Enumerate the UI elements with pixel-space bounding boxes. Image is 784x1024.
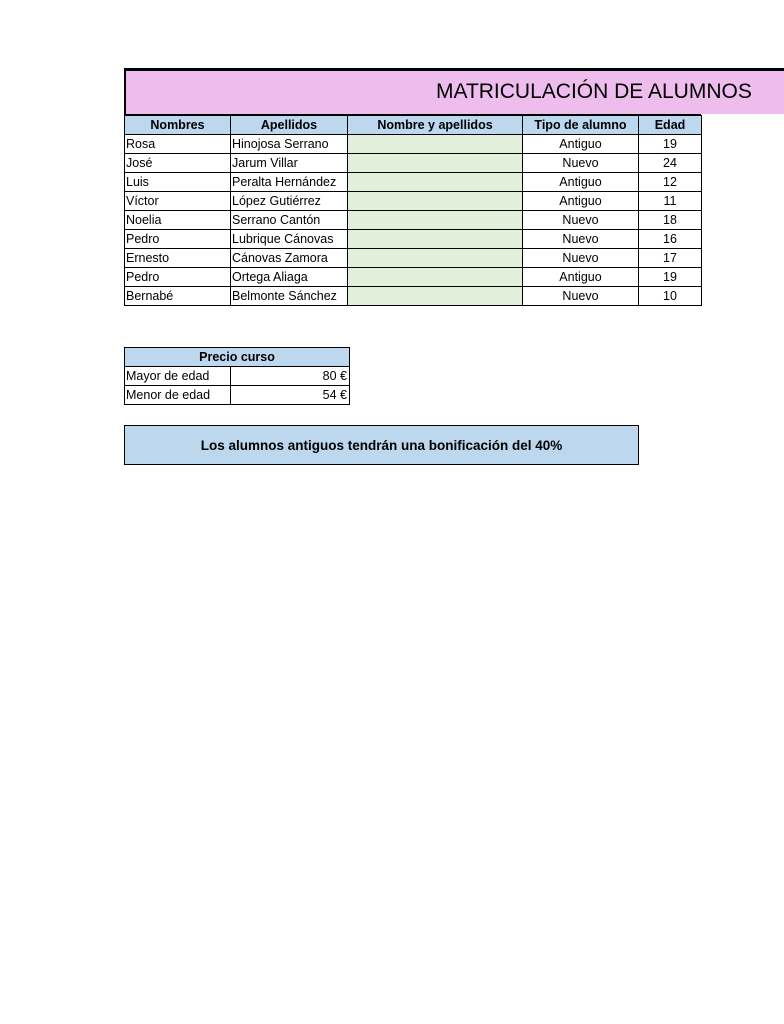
cell-nombre-completo[interactable] (348, 192, 523, 211)
students-header-row (125, 116, 702, 135)
cell-tipo[interactable]: Nuevo (523, 287, 639, 306)
cell-tipo[interactable]: Nuevo (523, 154, 639, 173)
students-table (124, 115, 702, 306)
cell-tipo[interactable]: Antiguo (523, 268, 639, 287)
cell-apellidos[interactable]: Lubrique Cánovas (231, 230, 348, 249)
price-table (124, 347, 350, 405)
cell-tipo[interactable]: Nuevo (523, 249, 639, 268)
cell-edad[interactable]: 16 (639, 230, 702, 249)
cell-apellidos[interactable]: Serrano Cantón (231, 211, 348, 230)
price-value[interactable]: 80 € (231, 367, 350, 386)
cell-nombre[interactable]: Pedro (125, 230, 231, 249)
cell-edad[interactable]: 24 (639, 154, 702, 173)
cell-nombre[interactable]: Rosa (125, 135, 231, 154)
cell-tipo[interactable]: Nuevo (523, 230, 639, 249)
header-nombres[interactable]: Nombres (125, 116, 231, 135)
price-label[interactable]: Menor de edad (125, 386, 231, 405)
cell-nombre-completo[interactable] (348, 287, 523, 306)
cell-nombre[interactable]: José (125, 154, 231, 173)
header-apellidos[interactable]: Apellidos (231, 116, 348, 135)
cell-tipo[interactable]: Nuevo (523, 211, 639, 230)
cell-apellidos[interactable]: Jarum Villar (231, 154, 348, 173)
cell-tipo[interactable]: Antiguo (523, 173, 639, 192)
price-value[interactable]: 54 € (231, 386, 350, 405)
cell-edad[interactable]: 19 (639, 268, 702, 287)
cell-nombre-completo[interactable] (348, 211, 523, 230)
cell-nombre[interactable]: Noelia (125, 211, 231, 230)
bonus-note[interactable]: Los alumnos antiguos tendrán una bonificación del 40% (124, 425, 639, 465)
cell-apellidos[interactable]: Peralta Hernández (231, 173, 348, 192)
cell-apellidos[interactable]: Belmonte Sánchez (231, 287, 348, 306)
table-row (125, 211, 702, 230)
table-row (125, 268, 702, 287)
cell-nombre[interactable]: Víctor (125, 192, 231, 211)
table-row (125, 173, 702, 192)
cell-edad[interactable]: 19 (639, 135, 702, 154)
cell-nombre-completo[interactable] (348, 249, 523, 268)
table-row (125, 154, 702, 173)
sheet-title: MATRICULACIÓN DE ALUMNOS (436, 80, 752, 103)
cell-apellidos[interactable]: Ortega Aliaga (231, 268, 348, 287)
table-row (125, 249, 702, 268)
cell-edad[interactable]: 18 (639, 211, 702, 230)
cell-nombre-completo[interactable] (348, 135, 523, 154)
price-row (125, 367, 350, 386)
header-nombre-y-apellidos[interactable]: Nombre y apellidos (348, 116, 523, 135)
cell-nombre[interactable]: Pedro (125, 268, 231, 287)
table-row (125, 192, 702, 211)
cell-apellidos[interactable]: Hinojosa Serrano (231, 135, 348, 154)
cell-edad[interactable]: 11 (639, 192, 702, 211)
table-row (125, 287, 702, 306)
cell-edad[interactable]: 12 (639, 173, 702, 192)
cell-apellidos[interactable]: Cánovas Zamora (231, 249, 348, 268)
cell-nombre[interactable]: Bernabé (125, 287, 231, 306)
cell-nombre[interactable]: Ernesto (125, 249, 231, 268)
cell-edad[interactable]: 17 (639, 249, 702, 268)
price-label[interactable]: Mayor de edad (125, 367, 231, 386)
cell-edad[interactable]: 10 (639, 287, 702, 306)
cell-nombre[interactable]: Luis (125, 173, 231, 192)
header-edad[interactable]: Edad (639, 116, 702, 135)
cell-nombre-completo[interactable] (348, 154, 523, 173)
table-row (125, 230, 702, 249)
price-row (125, 386, 350, 405)
price-header-row (125, 348, 350, 367)
cell-nombre-completo[interactable] (348, 268, 523, 287)
price-header[interactable]: Precio curso (125, 348, 350, 367)
cell-tipo[interactable]: Antiguo (523, 192, 639, 211)
cell-nombre-completo[interactable] (348, 173, 523, 192)
header-tipo-de-alumno[interactable]: Tipo de alumno (523, 116, 639, 135)
table-row (125, 135, 702, 154)
cell-apellidos[interactable]: López Gutiérrez (231, 192, 348, 211)
cell-tipo[interactable]: Antiguo (523, 135, 639, 154)
cell-nombre-completo[interactable] (348, 230, 523, 249)
